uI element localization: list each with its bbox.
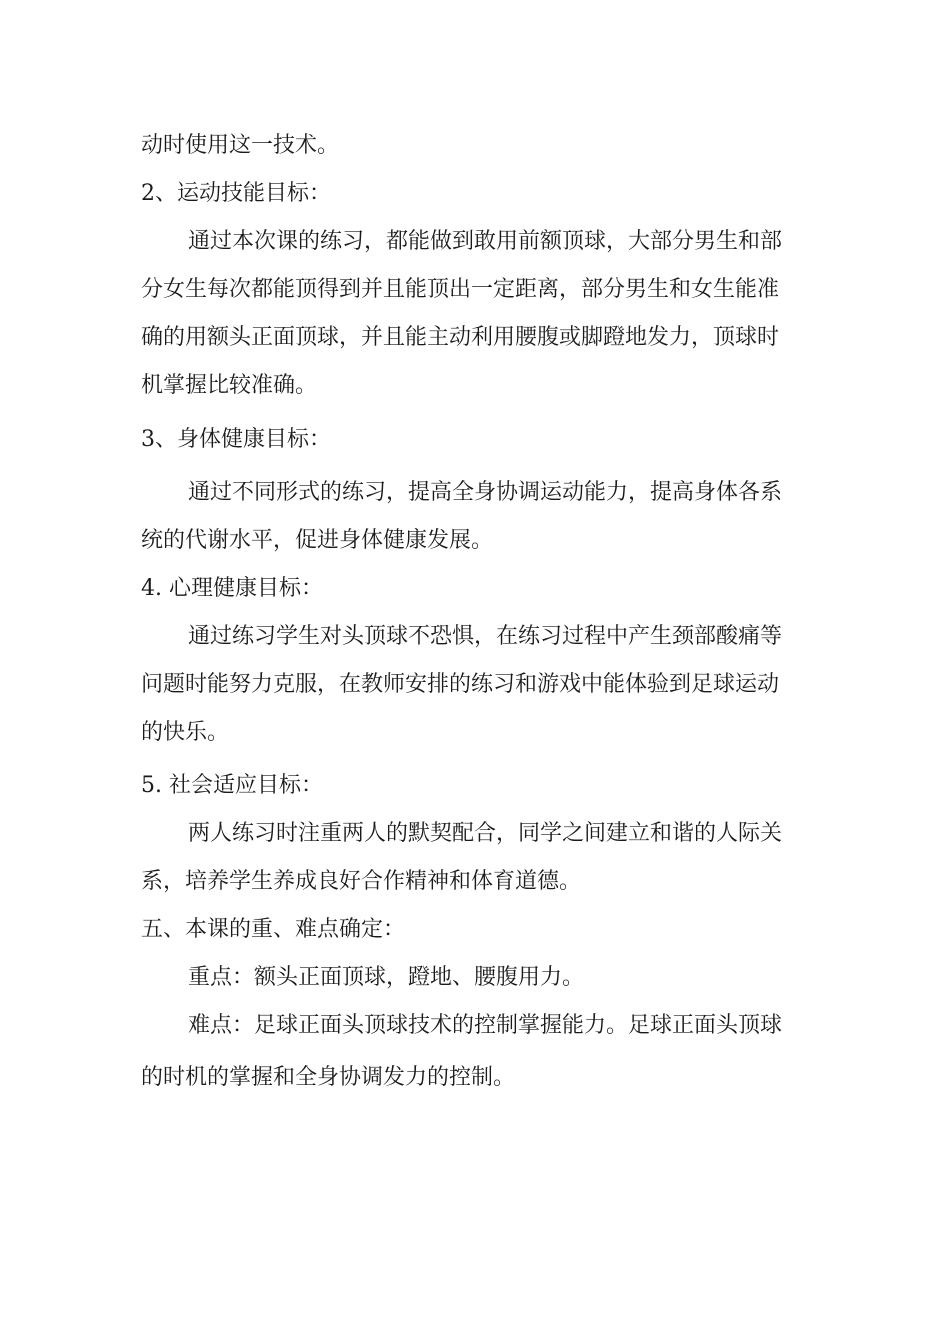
paragraph-line: 通过不同形式的练习，提高全身协调运动能力，提高身体各系 (188, 480, 783, 505)
section-heading-key-difficult-points: 五、本课的重、难点确定： (141, 917, 406, 942)
paragraph-line: 两人练习时注重两人的默契配合，同学之间建立和谐的人际关 (188, 821, 783, 846)
section-heading-motor-skill: 2、运动技能目标： (141, 181, 331, 206)
paragraph-line: 系，培养学生养成良好合作精神和体育道德。 (141, 869, 582, 894)
section-heading-physical-health: 3、身体健康目标： (141, 427, 331, 452)
paragraph-line: 统的代谢水平，促进身体健康发展。 (141, 528, 494, 553)
paragraph-line: 机掌握比较准确。 (141, 373, 318, 398)
paragraph-line: 问题时能努力克服，在教师安排的练习和游戏中能体验到足球运动 (141, 672, 780, 697)
paragraph-line: 通过本次课的练习，都能做到敢用前额顶球，大部分男生和部 (188, 229, 783, 254)
paragraph-line: 分女生每次都能顶得到并且能顶出一定距离，部分男生和女生能准 (141, 277, 780, 302)
paragraph-line: 动时使用这一技术。 (141, 133, 340, 158)
paragraph-line: 的快乐。 (141, 720, 230, 745)
paragraph-line: 重点：额头正面顶球，蹬地、腰腹用力。 (188, 965, 585, 990)
paragraph-line: 确的用额头正面顶球，并且能主动利用腰腹或脚蹬地发力，顶球时 (141, 325, 780, 350)
section-heading-social-adaptation: 5. 社会适应目标： (141, 773, 323, 798)
paragraph-line: 的时机的掌握和全身协调发力的控制。 (141, 1065, 516, 1090)
section-heading-mental-health: 4. 心理健康目标： (141, 576, 323, 601)
paragraph-line: 通过练习学生对头顶球不恐惧，在练习过程中产生颈部酸痛等 (188, 624, 783, 649)
paragraph-line: 难点：足球正面头顶球技术的控制掌握能力。足球正面头顶球 (188, 1013, 783, 1038)
